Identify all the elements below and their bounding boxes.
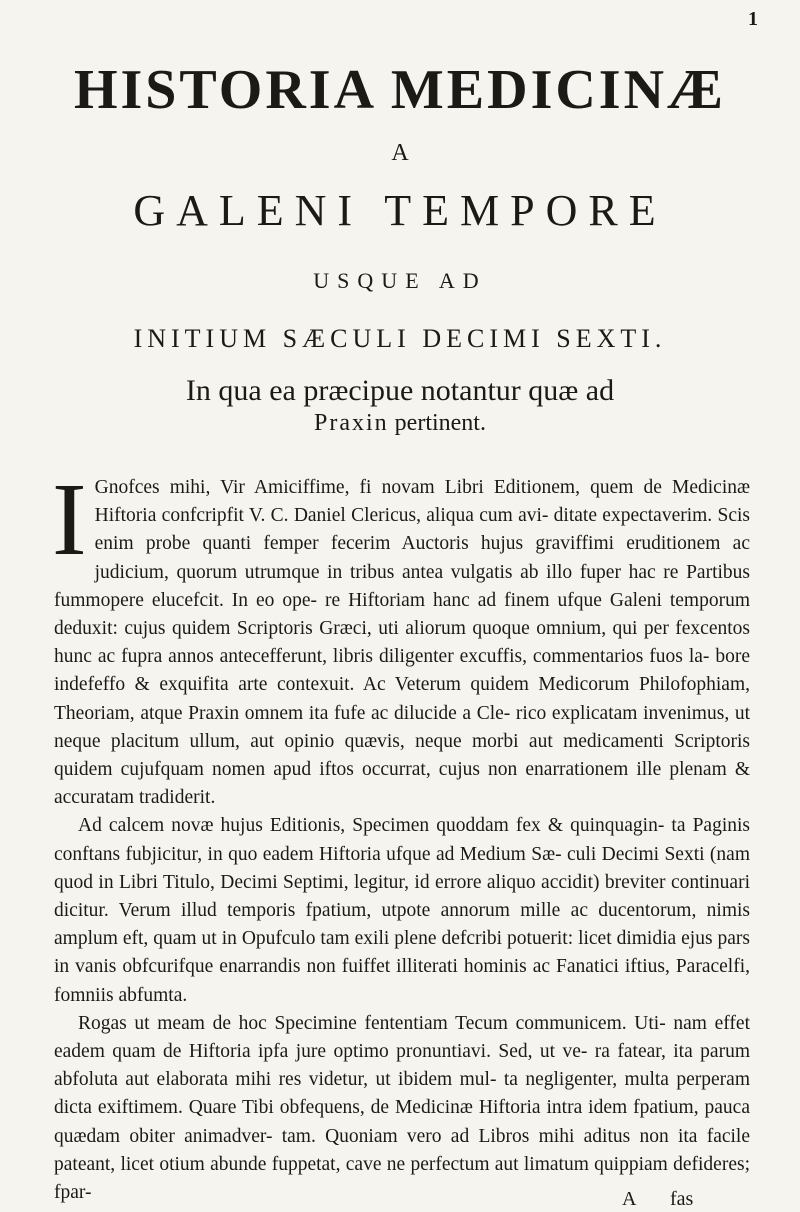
subtitle-line-2 — [0, 410, 800, 437]
drop-cap-initial: I — [52, 462, 87, 577]
catchword: fas — [670, 1188, 694, 1210]
title-a: A — [391, 140, 409, 166]
subtitle-praxin: Praxin — [314, 410, 389, 436]
title-initium-saeculi: INITIUM SÆCULI DECIMI SEXTI. — [133, 324, 667, 353]
body-text — [52, 462, 750, 1207]
title-galeni-tempore: GALENI TEMPORE — [133, 186, 667, 235]
paragraph-1-text: Gnofces mihi, Vir Amiciffime, fi novam Libri Editionem, quem de Medicinæ Hiftoria confcripfit V. C. Daniel Clericus, aliqua cum avi- ditate expectaverim. Scis enim probe quanti femper fecerim Auctoris hujus graviffimi eruditionem ac judicium, quorum utrumque in tribus antea vulgatis ab illo fuper hac re Partibus fummopere elucefcit. In eo ope- re Hiftoriam hanc ad finem ufque Galeni temporum deduxit: cujus quidem Scriptoris Græci, uti aliorum quoque omnium, qui per fexcentos hunc ac fupra annos antecefferunt, libris diligenter excuffis, commentarios fuos la- bore indefeffo & exquifita arte contexuit. Ac Veterum quidem Medicorum Philofophiam, Theoriam, atque Praxin omnem ita fufe ac dilucide a Cle- rico explicatam invenimus, ut neque placitum ullum, aut opinio quævis, neque morbi aut medicamenti Scriptoris quidem cujufquam nomen apud iftos occurrat, cujus non enarrationem ille plenam & accuratam tradiderit. — [54, 477, 750, 809]
title-usque-ad: USQUE AD — [313, 268, 487, 293]
title-historia-medicinae: HISTORIA MEDICINÆ — [73, 59, 727, 121]
paragraph-3: Rogas ut meam de hoc Specimine fententiam Tecum communicem. Uti- nam effet eadem quam de Hiftoria ipfa jure optimo pronuntiavi. Sed, ut ve- ra fatear, ita parum abfoluta aut elaborata mihi res videtur, ut ibidem mul- ta negligenter, multa perperam dicta exiftimem. Quare Tibi obfequens, de Medicinæ Hiftoria intra idem fpatium, pauca quædam obiter animadver- tam. Quoniam vero ad Libros mihi aditus non ita facile pateant, licet otium abunde fuppetat, cave ne perfectum aut limatum quippiam defideres; fpar- — [54, 1012, 750, 1204]
page-number: 1 — [748, 8, 758, 30]
paragraph-2: Ad calcem novæ hujus Editionis, Specimen quoddam fex & quinquagin- ta Paginis conftans fubjicitur, in quo eadem Hiftoria ufque ad Medium Sæ- culi Decimi Sexti (nam quod in Libri Titulo, Decimi Septimi, legitur, id errore aliquo accidit) breviter continuari dicitur. Verum illud temporis fpatium, utpote annorum mille ac ducentorum, nimis amplum eft, quam ut in Opufculo tam exili plene defcribi potuerit: licet dimidia ejus pars in vanis obfcurifque enarrandis non fuiffet illiterati hominis ac Fanatici iftius, Paracelfi, fomniis abfumta. — [54, 815, 750, 1006]
subtitle: In qua ea præcipue notantur quæ ad — [185, 374, 615, 407]
subtitle-pertinent: pertinent. — [394, 410, 486, 436]
signature-mark: A — [622, 1188, 637, 1210]
paragraph-1 — [52, 462, 750, 812]
